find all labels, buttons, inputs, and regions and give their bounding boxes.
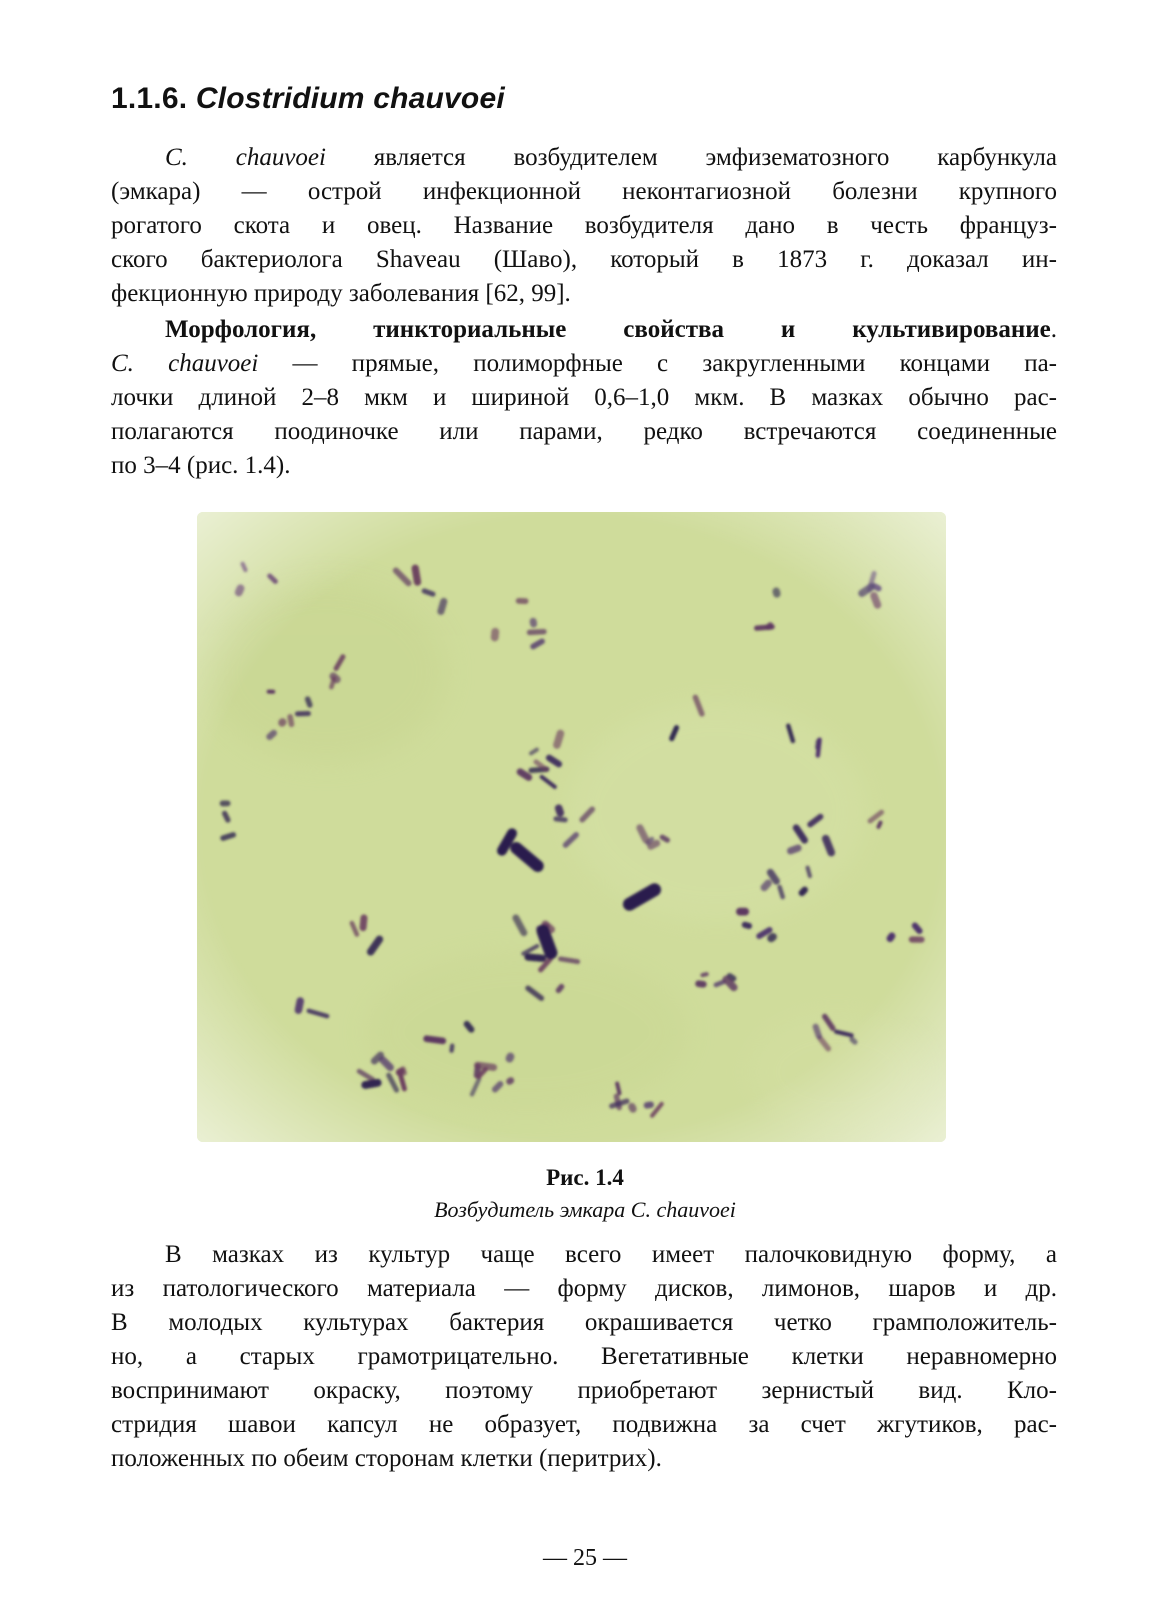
section-title: Clostridium chauvoei [195, 82, 505, 115]
organism-name: C. chauvoei [111, 350, 259, 377]
paragraph2-line2: C. chauvoei — прямые, полиморфные с закругленными концами па- [111, 350, 1057, 377]
paragraph3-line2: из патологического материала — форму дисков, лимонов, шаров и др. [111, 1275, 1057, 1302]
paragraph1-line3: рогатого скота и овец. Название возбудителя дано в честь француз- [111, 212, 1057, 239]
page-number: — 25 — [543, 1545, 627, 1571]
section-number: 1.1.6. [111, 82, 188, 115]
paragraph1-line4: ского бактериолога Shaveau (Шаво), который в 1873 г. доказал ин- [111, 246, 1057, 273]
paragraph3-line6: стридия шавои капсул не образует, подвижна за счет жгутиков, рас- [111, 1411, 1057, 1438]
paragraph3-line5: воспринимают окраску, поэтому приобретают зернистый вид. Кло- [111, 1377, 1057, 1404]
micrograph-vignette [197, 512, 946, 1142]
paragraph1-line5: фекционную природу заболевания [62, 99]. [111, 280, 571, 307]
paragraph3-line7: положенных по обеим сторонам клетки (перитрих). [111, 1445, 662, 1472]
figure-number: Рис. 1.4 [546, 1165, 624, 1190]
paragraph2-line5: по 3–4 (рис. 1.4). [111, 452, 291, 479]
paragraph3-line1: В мазках из культур чаще всего имеет палочковидную форму, а [165, 1241, 1057, 1268]
paragraph2-line1: Морфология, тинкториальные свойства и культивирование. [165, 316, 1057, 343]
paragraph2-line3: лочки длиной 2–8 мкм и шириной 0,6–1,0 мкм. В мазках обычно рас- [111, 384, 1057, 411]
paragraph1-line1: C. chauvoei является возбудителем эмфизематозного карбункула [165, 144, 1057, 171]
paragraph3-line4: но, а старых грамотрицательно. Вегетативные клетки неравномерно [111, 1343, 1057, 1370]
micrograph-image [197, 512, 946, 1142]
paragraph3-line3: В молодых культурах бактерия окрашивается четко грамположитель- [111, 1309, 1057, 1336]
paragraph1-line2: (эмкара) — острой инфекционной неконтагиозной болезни крупного [111, 178, 1057, 205]
section-heading [111, 82, 505, 116]
micrograph-figure [197, 512, 946, 1142]
organism-name: C. chauvoei [165, 144, 326, 171]
subsection-lead: Морфология, тинкториальные свойства и культивирование [165, 316, 1051, 343]
figure-caption: Возбудитель эмкара C. chauvoei [434, 1197, 736, 1222]
paragraph2-line4: полагаются поодиночке или парами, редко встречаются соединенные [111, 418, 1057, 445]
